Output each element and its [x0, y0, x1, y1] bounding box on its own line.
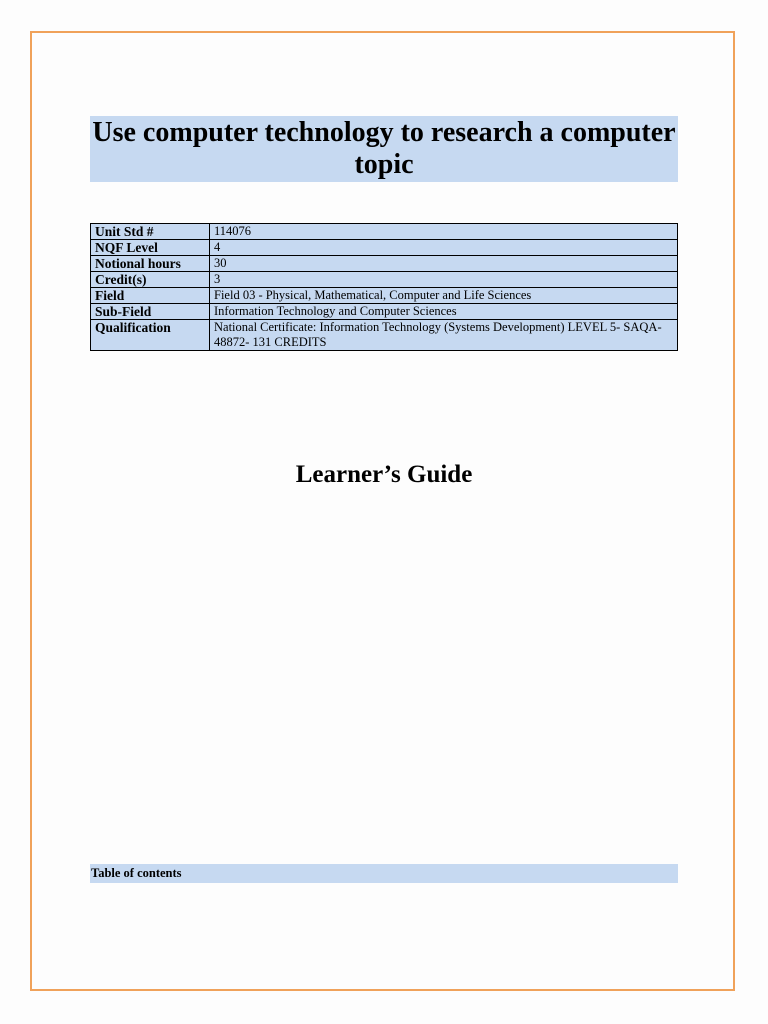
guide-heading: Learner’s Guide [295, 461, 473, 488]
title-band [90, 116, 678, 182]
row-value: 3 [210, 272, 678, 288]
toc-band [90, 864, 678, 883]
row-value: National Certificate: Information Technology (Systems Development) LEVEL 5- SAQA- 48872- 131 CREDITS [210, 320, 678, 351]
table-row [91, 304, 678, 320]
row-label: Field [91, 288, 210, 304]
table-row [91, 224, 678, 240]
document-title: Use computer technology to research a computer topic [92, 117, 676, 180]
row-label: Unit Std # [91, 224, 210, 240]
row-label: Credit(s) [91, 272, 210, 288]
table-row [91, 320, 678, 351]
row-value: 4 [210, 240, 678, 256]
row-label: Sub-Field [91, 304, 210, 320]
row-label: Notional hours [91, 256, 210, 272]
table-row [91, 288, 678, 304]
unit-info-table [90, 223, 678, 351]
toc-label: Table of contents [91, 866, 182, 880]
row-label: Qualification [91, 320, 210, 351]
table-row [91, 272, 678, 288]
row-value: Field 03 - Physical, Mathematical, Computer and Life Sciences [210, 288, 678, 304]
row-value: 114076 [210, 224, 678, 240]
table-row [91, 256, 678, 272]
row-value: 30 [210, 256, 678, 272]
row-label: NQF Level [91, 240, 210, 256]
row-value: Information Technology and Computer Sciences [210, 304, 678, 320]
table-row [91, 240, 678, 256]
